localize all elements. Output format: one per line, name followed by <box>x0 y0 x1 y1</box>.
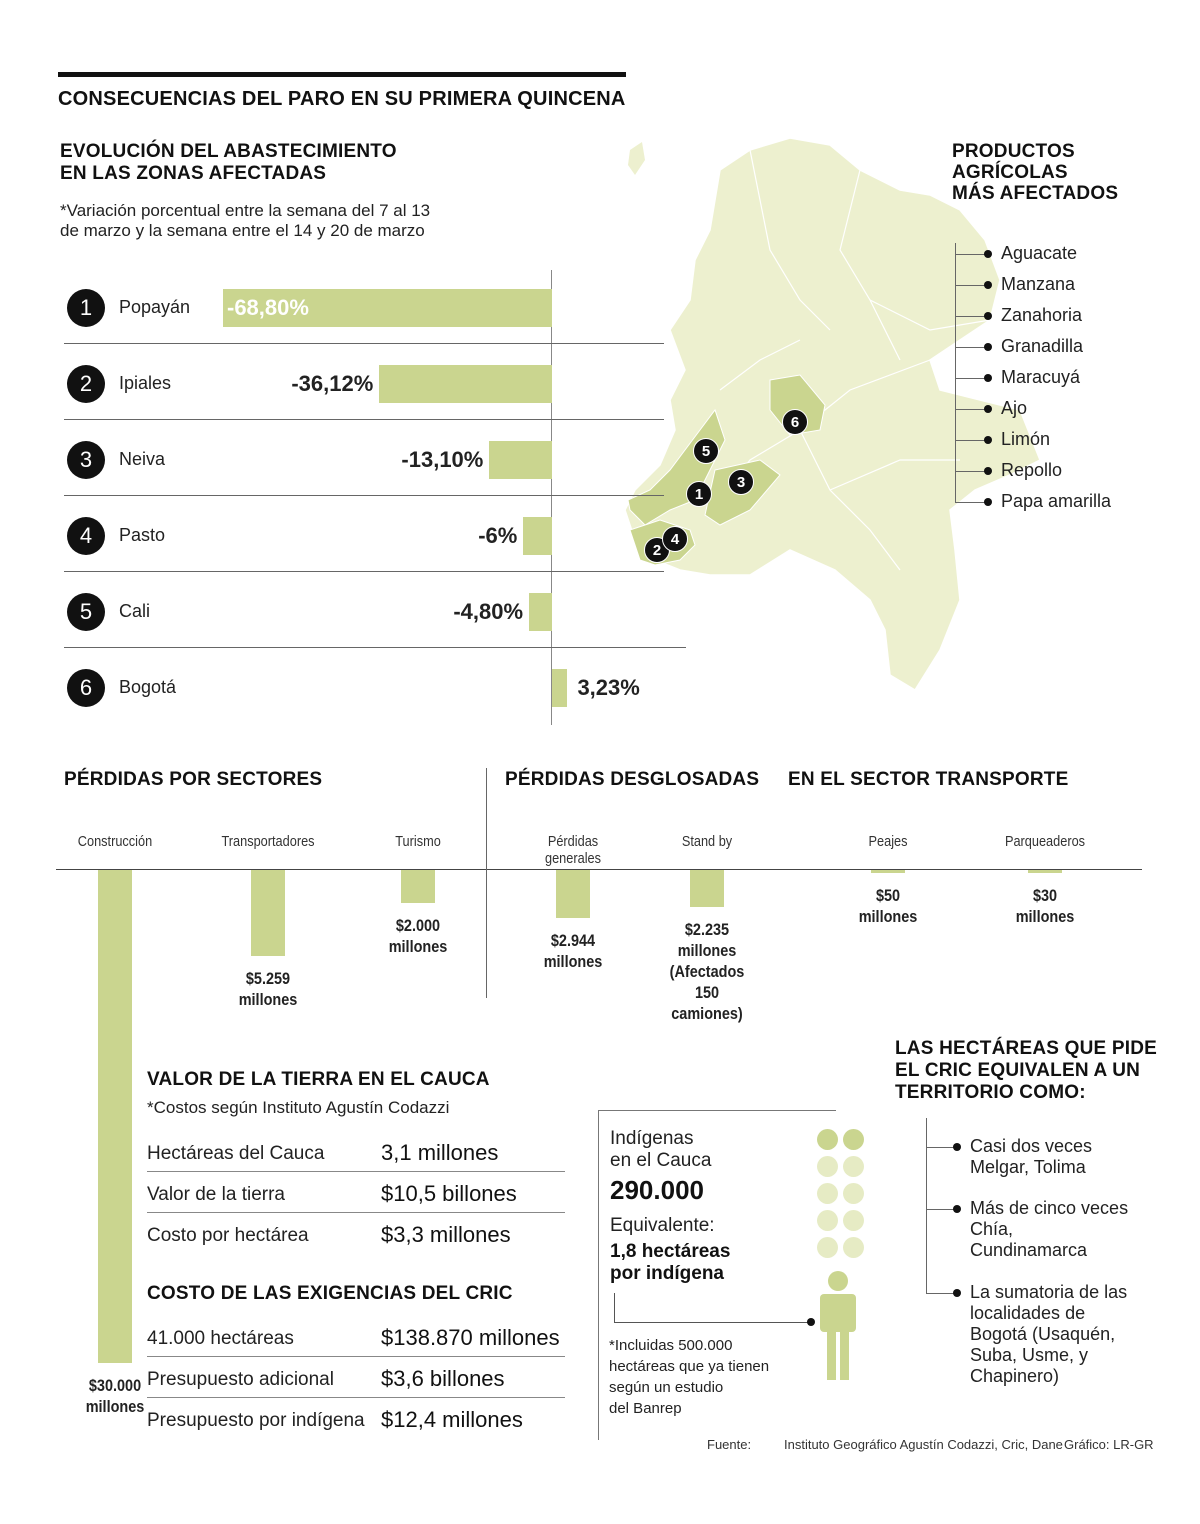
indigenous-dot <box>817 1210 838 1231</box>
indigenous-note-line4: del Banrep <box>609 1400 682 1417</box>
evolution-note-line2: de marzo y la semana entre el 14 y 20 de marzo <box>60 221 425 240</box>
sectors-heading-breakdown: PÉRDIDAS DESGLOSADAS <box>505 769 760 790</box>
indigenous-dot <box>843 1210 864 1231</box>
product-bullet <box>984 250 992 258</box>
hectares-item <box>970 1198 1128 1261</box>
products-heading <box>952 141 1118 204</box>
product-bullet <box>984 374 992 382</box>
table-row-divider <box>147 1212 565 1213</box>
hectares-heading-line3: TERRITORIO COMO: <box>895 1082 1086 1103</box>
evolution-value-label: -13,10% <box>401 447 484 472</box>
city-label: Bogotá <box>119 677 177 697</box>
source-text: Instituto Geográfico Agustín Codazzi, Cric, Dane <box>784 1437 1063 1452</box>
evolution-bar <box>379 365 552 403</box>
sector-category-label: Transportadores <box>221 833 315 850</box>
evolution-zero-axis <box>551 270 552 725</box>
colombia-map <box>600 130 1170 700</box>
map-marker-5: 5 <box>693 438 719 464</box>
product-item: Granadilla <box>1001 336 1084 356</box>
indigenous-equiv-label: Equivalente: <box>610 1215 715 1236</box>
evolution-row-divider <box>64 647 686 648</box>
evolution-heading-line1: EVOLUCIÓN DEL ABASTECIMIENTO <box>60 141 397 162</box>
hectares-item-line: Chapinero) <box>970 1366 1060 1386</box>
sector-value-line: millones <box>858 907 918 926</box>
products-heading-line1: PRODUCTOS <box>952 141 1075 162</box>
evolution-value-label: -68,80% <box>227 295 309 320</box>
city-number-badge: 4 <box>67 517 105 555</box>
product-bullet <box>984 436 992 444</box>
hectares-item-line: Cundinamarca <box>970 1240 1088 1260</box>
indigenous-dot <box>817 1183 838 1204</box>
table-row-divider <box>147 1356 565 1357</box>
table-row-label: Valor de la tierra <box>147 1184 285 1205</box>
hectares-item <box>970 1136 1092 1178</box>
city-number-badge: 3 <box>67 441 105 479</box>
sector-category-label: Pérdidas generales <box>544 833 601 867</box>
evolution-heading <box>60 141 397 185</box>
indigenous-dot <box>817 1156 838 1177</box>
product-item: Manzana <box>1001 274 1076 294</box>
hectares-item-line: localidades de <box>970 1303 1086 1323</box>
hectares-heading-line2: EL CRIC EQUIVALEN A UN <box>895 1060 1141 1081</box>
title-rule <box>58 72 626 77</box>
sector-bar <box>556 870 590 918</box>
table-row-value: $10,5 billones <box>381 1181 517 1206</box>
table-row-label: 41.000 hectáreas <box>147 1328 294 1349</box>
sector-value-line: $2.235 <box>684 919 730 939</box>
indigenous-label <box>610 1128 711 1172</box>
sector-value-label <box>367 915 469 957</box>
map-marker-3: 3 <box>728 469 754 495</box>
evolution-heading-line2: EN LAS ZONAS AFECTADAS <box>60 163 327 184</box>
hectares-heading-line1: LAS HECTÁREAS QUE PIDE <box>895 1038 1157 1059</box>
land-note: *Costos según Instituto Agustín Codazzi <box>147 1098 450 1117</box>
evolution-bar <box>552 669 567 707</box>
city-label: Pasto <box>119 525 166 545</box>
hectares-bullet <box>953 1205 961 1213</box>
hectares-item-line: Chía, <box>970 1219 1014 1239</box>
sector-bar <box>1028 870 1062 873</box>
city-label: Neiva <box>119 449 166 469</box>
product-bullet <box>984 281 992 289</box>
sector-value-line: millones <box>85 1397 145 1416</box>
table-row-value: $3,6 billones <box>381 1366 505 1391</box>
sectors-baseline <box>56 869 1142 870</box>
sector-value-line: (Afectados <box>669 961 745 981</box>
indigenous-dot <box>817 1237 838 1258</box>
indigenous-dot <box>843 1237 864 1258</box>
person-icon <box>813 1270 863 1382</box>
sector-value-line: 150 <box>694 982 720 1002</box>
sector-value-label <box>837 885 939 927</box>
table-row-value: 3,1 millones <box>381 1140 499 1165</box>
hectares-connector-tick <box>926 1147 954 1148</box>
table-row-value: $12,4 millones <box>381 1407 523 1432</box>
sector-bar <box>871 870 905 873</box>
products-connector <box>955 243 956 503</box>
sector-value-line: $2.000 <box>395 915 441 935</box>
product-item: Ajo <box>1001 398 1028 418</box>
hectares-item-line: Más de cinco veces <box>970 1198 1129 1218</box>
hectares-item-line: La sumatoria de las <box>970 1282 1128 1302</box>
sector-value-line: millones <box>1015 907 1075 926</box>
hectares-connector <box>926 1118 927 1294</box>
table-row-divider <box>147 1397 565 1398</box>
table-row-divider <box>147 1171 565 1172</box>
indigenous-connector-h <box>614 1322 810 1323</box>
map-island-shape <box>628 142 645 175</box>
evolution-row-divider <box>64 495 664 496</box>
product-item: Aguacate <box>1001 243 1078 263</box>
sector-value-line: $2.944 <box>550 931 596 951</box>
hectares-connector-tick <box>926 1293 954 1294</box>
sector-value-line: $5.259 <box>245 969 291 989</box>
sector-bar <box>251 870 285 956</box>
sector-value-line: millones <box>388 936 448 956</box>
hectares-heading <box>895 1038 1157 1104</box>
indigenous-box-top-rule <box>598 1110 836 1111</box>
sector-value-label <box>656 919 758 1024</box>
hectares-connector-tick <box>926 1209 954 1210</box>
hectares-bullet <box>953 1289 961 1297</box>
products-heading-line2: AGRÍCOLAS <box>952 162 1068 183</box>
source-label: Fuente: <box>707 1437 752 1452</box>
indigenous-dot <box>817 1129 838 1150</box>
sector-bar <box>98 870 132 1363</box>
cric-cost-heading: COSTO DE LAS EXIGENCIAS DEL CRIC <box>147 1283 513 1304</box>
city-number-badge: 2 <box>67 365 105 403</box>
hectares-item-line: Melgar, Tolima <box>970 1157 1086 1177</box>
product-item: Papa amarilla <box>1001 491 1112 511</box>
product-connector-tick <box>955 316 985 317</box>
sector-bar <box>690 870 724 907</box>
sector-bar <box>401 870 435 903</box>
table-row-label: Costo por hectárea <box>147 1225 309 1246</box>
sector-category-label: Turismo <box>395 833 441 850</box>
evolution-note <box>60 201 430 241</box>
sector-value-line: $50 <box>875 886 901 905</box>
indigenous-box-left-rule <box>598 1110 599 1440</box>
product-connector-tick <box>955 409 985 410</box>
map-marker-4: 4 <box>662 526 688 552</box>
evolution-bar <box>489 441 552 479</box>
product-item: Repollo <box>1001 460 1063 480</box>
products-heading-line3: MÁS AFECTADOS <box>952 183 1119 204</box>
sector-value-label <box>522 930 624 972</box>
evolution-value-label: -36,12% <box>291 371 374 396</box>
product-connector-tick <box>955 285 985 286</box>
product-item: Zanahoria <box>1001 305 1083 325</box>
indigenous-ratio <box>610 1241 730 1285</box>
city-number-badge: 6 <box>67 669 105 707</box>
evolution-note-line1: *Variación porcentual entre la semana del 7 al 13 <box>60 201 431 220</box>
sector-value-line: millones <box>543 952 603 972</box>
table-row-label: Presupuesto adicional <box>147 1369 334 1390</box>
sector-value-line: $30.000 <box>88 1376 142 1395</box>
product-connector-tick <box>955 440 985 441</box>
hectares-item-line: Bogotá (Usaquén, <box>970 1324 1116 1344</box>
hectares-bullet <box>953 1143 961 1151</box>
indigenous-ratio-line2: por indígena <box>610 1263 724 1284</box>
product-item: Maracuyá <box>1001 367 1081 387</box>
product-bullet <box>984 467 992 475</box>
table-row-value: $3,3 millones <box>381 1222 511 1247</box>
map-marker-6: 6 <box>782 409 808 435</box>
indigenous-connector-v <box>614 1293 615 1323</box>
sectors-heading-transport: EN EL SECTOR TRANSPORTE <box>788 769 1069 790</box>
hectares-item-line: Suba, Usme, y <box>970 1345 1089 1365</box>
evolution-row-divider <box>64 343 664 344</box>
sectors-divider <box>486 768 487 998</box>
evolution-row-divider <box>64 571 664 572</box>
source-credit: Gráfico: LR-GR <box>1064 1437 1154 1452</box>
indigenous-note-line2: hectáreas que ya tienen <box>609 1358 770 1375</box>
indigenous-ratio-line1: 1,8 hectáreas <box>610 1241 731 1262</box>
indigenous-note-line1: *Incluidas 500.000 <box>609 1337 733 1354</box>
evolution-bar <box>523 517 552 555</box>
sector-value-label <box>994 885 1096 927</box>
indigenous-label-line2: en el Cauca <box>610 1150 712 1171</box>
city-label: Popayán <box>119 297 191 317</box>
product-connector-tick <box>955 502 985 503</box>
city-label: Ipiales <box>119 373 172 393</box>
product-connector-tick <box>955 347 985 348</box>
indigenous-dot <box>843 1183 864 1204</box>
sector-value-line: millones <box>238 990 298 1010</box>
indigenous-label-line1: Indígenas <box>610 1128 694 1149</box>
sector-value-label <box>217 968 319 1010</box>
table-row-value: $138.870 millones <box>381 1325 560 1350</box>
product-bullet <box>984 312 992 320</box>
land-heading: VALOR DE LA TIERRA EN EL CAUCA <box>147 1069 490 1090</box>
product-bullet <box>984 343 992 351</box>
sector-category-label: Parqueaderos <box>1004 833 1086 850</box>
indigenous-dot <box>843 1156 864 1177</box>
product-connector-tick <box>955 254 985 255</box>
evolution-value-label: 3,23% <box>577 675 640 700</box>
hectares-item <box>970 1282 1127 1387</box>
table-row-label: Presupuesto por indígena <box>147 1410 365 1431</box>
sector-category-label: Construcción <box>77 833 153 850</box>
indigenous-note-line3: según un estudio <box>609 1379 724 1396</box>
indigenous-count: 290.000 <box>610 1175 704 1205</box>
evolution-row-divider <box>64 419 664 420</box>
evolution-value-label: -6% <box>478 523 518 548</box>
city-number-badge: 5 <box>67 593 105 631</box>
map-country-shape <box>625 138 1040 690</box>
map-marker-2: 2 <box>644 537 670 563</box>
hectares-item-line: Casi dos veces <box>970 1136 1093 1156</box>
product-item: Limón <box>1001 429 1051 449</box>
evolution-value-label: -4,80% <box>453 599 524 624</box>
sector-value-line: $30 <box>1032 886 1058 905</box>
sector-category-label: Peajes <box>868 833 908 850</box>
city-label: Cali <box>119 601 151 621</box>
city-number-badge: 1 <box>67 289 105 327</box>
sector-value-line: camiones) <box>671 1003 743 1023</box>
product-connector-tick <box>955 471 985 472</box>
map-marker-1: 1 <box>686 481 712 507</box>
product-bullet <box>984 498 992 506</box>
page-title: CONSECUENCIAS DEL PARO EN SU PRIMERA QUINCENA <box>58 88 626 110</box>
table-row-label: Hectáreas del Cauca <box>147 1143 325 1164</box>
sector-value-line: millones <box>677 940 737 960</box>
product-connector-tick <box>955 378 985 379</box>
sector-category-label: Stand by <box>681 833 733 850</box>
sectors-heading: PÉRDIDAS POR SECTORES <box>64 769 323 790</box>
indigenous-note <box>609 1335 769 1419</box>
indigenous-dot <box>843 1129 864 1150</box>
product-bullet <box>984 405 992 413</box>
evolution-bar <box>529 593 552 631</box>
